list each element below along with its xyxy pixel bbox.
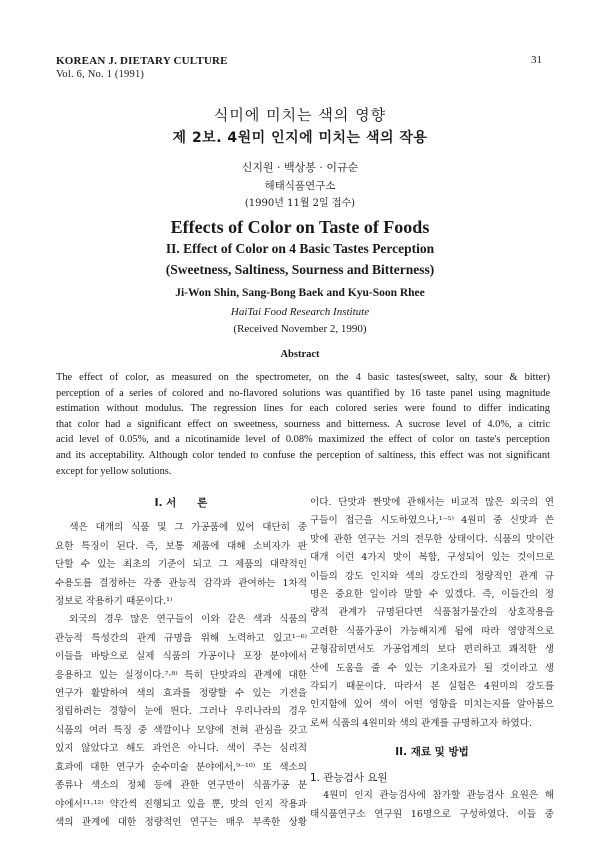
- body-line: 인지함에 있어 색이 어떤 영향을 미치는지를 알아봄으: [310, 699, 554, 711]
- abstract-body: [56, 370, 550, 479]
- body-line: 이다. 단맛과 짠맛에 관해서는 비교적 많은 외국의 연: [310, 497, 554, 508]
- abstract-line: estimation without modulus. The regression lines for each colored series were found to differ indicating: [56, 403, 550, 415]
- body-line: 대개 이런 4가지 맛이 복합, 구성되어 있는 것이므로: [310, 552, 554, 564]
- korean-institute: 해태식품연구소: [264, 180, 336, 192]
- body-line: 응용하고 있는 실정이다.⁷·⁸⁾ 특히 단맛과의 관계에 대한: [55, 669, 307, 681]
- body-line: 량적 관계가 규명된다면 식품첨가물간의 상호작용을: [310, 607, 554, 619]
- body-line: 로써 식품의 4원미와 색의 관계를 규명하고자 하였다.: [310, 717, 533, 729]
- body-line: 정보로 작용하기 때문이다.¹⁾: [55, 596, 173, 608]
- english-subtitle-2: (Sweetness, Saltiness, Sourness and Bitterness): [165, 262, 435, 277]
- right-column: [310, 494, 554, 824]
- section-heading-introduction: I. 서 론: [154, 497, 208, 509]
- subsection-heading-panel: 1. 관능검사 요원: [310, 771, 388, 784]
- english-subtitle-1: II. Effect of Color on 4 Basic Tastes Perception: [165, 241, 435, 256]
- korean-received-date: (1990년 11월 2일 접수): [244, 198, 356, 209]
- body-line: 외국의 경우 많은 연구들이 이와 같은 색과 식품의: [55, 614, 307, 626]
- english-title: Effects of Color on Taste of Foods: [170, 217, 430, 237]
- abstract-heading: Abstract: [280, 349, 320, 360]
- page-number: 31: [531, 54, 542, 66]
- journal-name: KOREAN J. DIETARY CULTURE: [56, 55, 228, 67]
- abstract-line: and its acceptability. Although color tended to confuse the perception of saltiness, this effect was not significant: [56, 449, 550, 461]
- english-authors: Ji-Won Shin, Sang-Bong Baek and Kyu-Soon Rhee: [175, 287, 425, 299]
- section-heading-materials-methods: II. 재료 및 방법: [395, 746, 469, 759]
- english-institute: HaiTai Food Research Institute: [230, 306, 370, 318]
- body-line: 색의 관계에 대한 정량적인 연구는 매우 부족한 상황: [55, 816, 307, 828]
- abstract-line: The effect of color, as measured on the spectrometer, on the 4 basic tastes(sweet, salty, sour & bitter): [56, 372, 550, 383]
- body-line: 야에서¹¹·¹²⁾ 약간씩 진행되고 있을 뿐, 맛의 인지 작용과: [55, 798, 307, 810]
- body-line: 단할 수 있는 최초의 기준이 되고 그 제품의 대략적인: [55, 559, 307, 571]
- body-line: 색은 대개의 식품 및 그 가공품에 있어 대단히 중: [55, 522, 307, 534]
- korean-authors: 신지원 · 백상봉 · 이규순: [241, 161, 359, 174]
- body-line: 산에 도움을 줄 수 있는 기초자료가 될 것이라고 생: [310, 662, 554, 674]
- body-line: 4원미 인지 관능검사에 참가할 관능검사 요원은 해: [310, 790, 554, 802]
- journal-volume: Vol. 6, No. 1 (1991): [56, 69, 145, 80]
- body-line: 태식품연구소 연구원 16명으로 구성하였다. 이들 중: [310, 808, 554, 820]
- left-column: [55, 494, 307, 832]
- body-line: 이들을 바탕으로 실제 식품의 가공이나 포장 분야에서: [55, 651, 307, 663]
- body-line: 효과에 대한 연구가 순수미술 분야에서,⁹⁻¹⁰⁾ 또 색소의: [55, 761, 307, 773]
- abstract-line: except for yellow solutions.: [56, 465, 172, 477]
- body-line: 관능적 특성간의 관계 규명을 위해 노력하고 있고¹⁻⁶⁾: [55, 632, 307, 644]
- body-line: 이들의 강도 인지와 색의 강도간의 정량적인 관계 규: [310, 570, 554, 582]
- korean-title: 식미에 미치는 색의 영향: [213, 106, 387, 124]
- korean-subtitle: 제 2보. 4원미 인지에 미치는 색의 작용: [172, 130, 428, 146]
- body-line: 요한 특징이 된다. 즉, 보통 제품에 대해 소비자가 판: [55, 540, 307, 552]
- body-line: 구들이 접근을 시도하였으나,¹⁻⁵⁾ 4원미 중 신맛과 쓴: [310, 515, 554, 527]
- journal-header: [56, 55, 228, 81]
- body-line: 식품의 여러 특징 중 색깔이나 모양에 전혀 관심을 갖고: [55, 724, 307, 736]
- body-line: 연구가 활발하여 색의 효과를 정량할 수 있는 기전을: [55, 688, 307, 700]
- body-line: 고려한 식품가공이 가능해지게 됨에 따라 영양적으로: [310, 625, 554, 637]
- abstract-line: perception of a series of colored and no-flavored solutions was quantified by 16 taste panel using magnitude: [56, 387, 550, 399]
- body-line: 각되기 때문이다. 따라서 본 실험은 4원미의 강도를: [310, 681, 554, 693]
- body-line: 맛에 관한 연구는 거의 전무한 상태이다. 식품의 맛이란: [310, 533, 554, 545]
- body-line: 명은 중요한 일이라 말할 수 있겠다. 즉, 이들간의 정: [310, 589, 554, 601]
- body-line: 정립하려는 경향이 눈에 띈다. 그러나 우리나라의 경우: [55, 706, 307, 718]
- body-line: 수용도를 결정하는 각종 관능적 감각과 관여하는 1차적: [55, 577, 307, 589]
- abstract-line: that color had a significant effect on sweetness, sourness and bitterness. A sucrose level of 4.0%, a citric: [56, 418, 550, 430]
- body-line: 균형잡히면서도 가공업계의 보다 편리하고 쾌적한 생: [310, 644, 554, 656]
- body-line: 종류나 색소의 정체 등에 관한 연구만이 식품가공 분: [55, 780, 307, 792]
- abstract-line: acid level of 0.05%, and a nicotinamide level of 0.08% maximized the effect of color on taste's perception: [56, 434, 550, 446]
- english-received-date: (Received November 2, 1990): [233, 323, 367, 335]
- body-line: 있지 않았다고 해도 과언은 아니다. 색이 주는 심리적: [55, 743, 307, 755]
